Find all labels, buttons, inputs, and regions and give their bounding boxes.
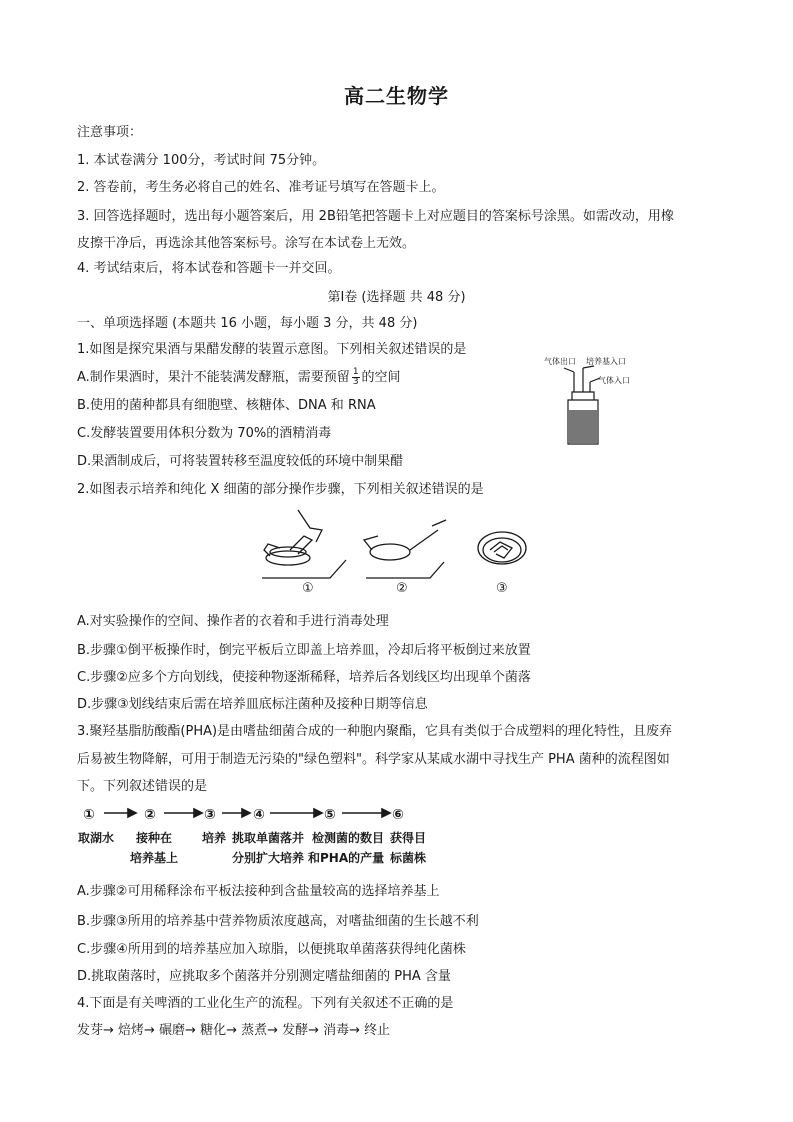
flow-step-5-line-1: 检测菌的数目 xyxy=(312,831,385,845)
q3-option-c: C.步骤④所用到的培养基应加入琼脂，以便挑取单菌落获得纯化菌株 xyxy=(77,942,466,957)
fermentation-apparatus-figure xyxy=(540,348,640,448)
flow-step-6-number: ⑥ xyxy=(392,807,404,823)
figure-label-step-3: ③ xyxy=(496,581,508,596)
flow-arrowhead-4 xyxy=(314,809,322,817)
q1-option-c: C.发酵装置要用体积分数为 70%的酒精消毒 xyxy=(77,426,332,441)
figure-label-step-2: ② xyxy=(396,581,408,596)
figure-label-medium-inlet: 培养基入口 xyxy=(586,357,626,366)
flow-step-6-line-1: 获得目 xyxy=(390,831,427,845)
flow-arrowhead-1 xyxy=(128,809,136,817)
notice-item-2: 2. 答卷前，考生务必将自己的姓名、准考证号填写在答题卡上。 xyxy=(77,180,445,195)
q2-option-b: B.步骤①倒平板操作时，倒完平板后立即盖上培养皿，冷却后将平板倒过来放置 xyxy=(77,643,531,658)
flow-step-2-line-1: 接种在 xyxy=(136,831,173,845)
step3-petri-dish-illustration xyxy=(478,532,526,564)
q1-option-a-tail: 的空间 xyxy=(361,370,401,385)
flow-step-5-line-2: 和PHA的产量 xyxy=(308,851,385,865)
notice-item-4: 4. 考试结束后，将本试卷和答题卡一并交回。 xyxy=(77,261,341,276)
flow-step-4-line-2: 分别扩大培养 xyxy=(232,851,305,865)
q1-option-a xyxy=(77,366,401,387)
notice-heading: 注意事项： xyxy=(77,125,143,140)
flow-step-5-number: ⑤ xyxy=(324,807,336,823)
flow-step-2-number: ② xyxy=(144,807,156,823)
flow-step-3-line-1: 培养 xyxy=(202,831,227,845)
q3-option-a: A.步骤②可用稀释涂布平板法接种到含盐量较高的选择培养基上 xyxy=(77,884,440,899)
flow-step-1-line-1: 取湖水 xyxy=(78,831,115,845)
step1-pouring-plate-illustration xyxy=(262,510,346,578)
q3-stem-line-2: 后易被生物降解，可用于制造无污染的"绿色塑料"。科学家从某咸水湖中寻找生产 PHA 菌种的流程图如 xyxy=(77,752,670,767)
notice-item-1: 1. 本试卷满分 100分，考试时间 75分钟。 xyxy=(77,153,326,168)
q1-stem: 1.如图是探究果酒与果醋发酵的装置示意图。下列相关叙述错误的是 xyxy=(77,342,467,357)
q3-stem-line-3: 下。下列叙述错误的是 xyxy=(77,779,208,794)
notice-item-3: 3. 回答选择题时，选出每小题答案后，用 2B铅笔把答题卡上对应题目的答案标号涂黑。如需改动，用橡 xyxy=(77,209,674,224)
pha-flowchart xyxy=(76,800,436,872)
q3-option-d: D.挑取菌落时，应挑取多个菌落并分别测定嗜盐细菌的 PHA 含量 xyxy=(77,969,451,984)
q1-option-b: B.使用的菌种都具有细胞壁、核糖体、DNA 和 RNA xyxy=(77,398,376,413)
culture-steps-figure xyxy=(260,500,530,598)
flow-step-4-line-1: 挑取单菌落并 xyxy=(232,831,305,845)
section-subtitle: 一、单项选择题 (本题共 16 小题，每小题 3 分，共 48 分) xyxy=(77,316,418,331)
flow-arrowhead-3 xyxy=(242,809,250,817)
q1-fraction-den: 3 xyxy=(352,377,359,387)
page-title: 高二生物学 xyxy=(344,84,449,108)
q1-fraction-num: 1 xyxy=(352,367,359,377)
q1-fraction xyxy=(352,368,360,387)
notice-item-3-cont: 皮擦干净后，再选涂其他答案标号。涂写在本试卷上无效。 xyxy=(77,236,416,251)
q1-option-d: D.果酒制成后，可将装置转移至温度较低的环境中制果醋 xyxy=(77,454,404,469)
flow-step-6-line-2: 标菌株 xyxy=(390,851,427,865)
step2-streaking-illustration xyxy=(364,520,446,578)
q4-process-flow: 发芽→ 焙烤→ 碾磨→ 糖化→ 蒸煮→ 发酵→ 消毒→ 终止 xyxy=(77,1023,391,1038)
flow-arrowhead-2 xyxy=(194,809,202,817)
section-title: 第Ⅰ卷 (选择题 共 48 分) xyxy=(327,290,466,305)
q2-stem: 2.如图表示培养和纯化 X 细菌的部分操作步骤，下列相关叙述错误的是 xyxy=(77,482,484,497)
figure-label-gas-inlet: 气体入口 xyxy=(598,376,630,385)
flow-step-4-number: ④ xyxy=(253,807,265,823)
flow-step-1-number: ① xyxy=(83,807,95,823)
q1-option-a-text: A.制作果酒时，果汁不能装满发酵瓶，需要预留 xyxy=(77,370,350,385)
q4-stem: 4.下面是有关啤酒的工业化生产的流程。下列有关叙述不正确的是 xyxy=(77,996,454,1011)
figure-label-step-1: ① xyxy=(302,581,314,596)
q2-option-c: C.步骤②应多个方向划线，使接种物逐渐稀释，培养后各划线区均出现单个菌落 xyxy=(77,670,531,685)
q2-option-d: D.步骤③划线结束后需在培养皿底标注菌种及接种日期等信息 xyxy=(77,697,428,712)
q2-option-a: A.对实验操作的空间、操作者的衣着和手进行消毒处理 xyxy=(77,614,389,629)
q3-option-b: B.步骤③所用的培养基中营养物质浓度越高，对嗜盐细菌的生长越不利 xyxy=(77,914,479,929)
q3-stem-line-1: 3.聚羟基脂肪酸酯(PHA)是由嗜盐细菌合成的一种胞内聚酯，它具有类似于合成塑料的理化特性，且废弃 xyxy=(77,724,673,739)
fermentation-liquid xyxy=(569,410,597,443)
figure-label-gas-outlet: 气体出口 xyxy=(544,357,576,366)
flow-step-3-number: ③ xyxy=(204,807,216,823)
flow-arrowhead-5 xyxy=(382,809,390,817)
flow-step-2-line-2: 培养基上 xyxy=(130,851,179,865)
